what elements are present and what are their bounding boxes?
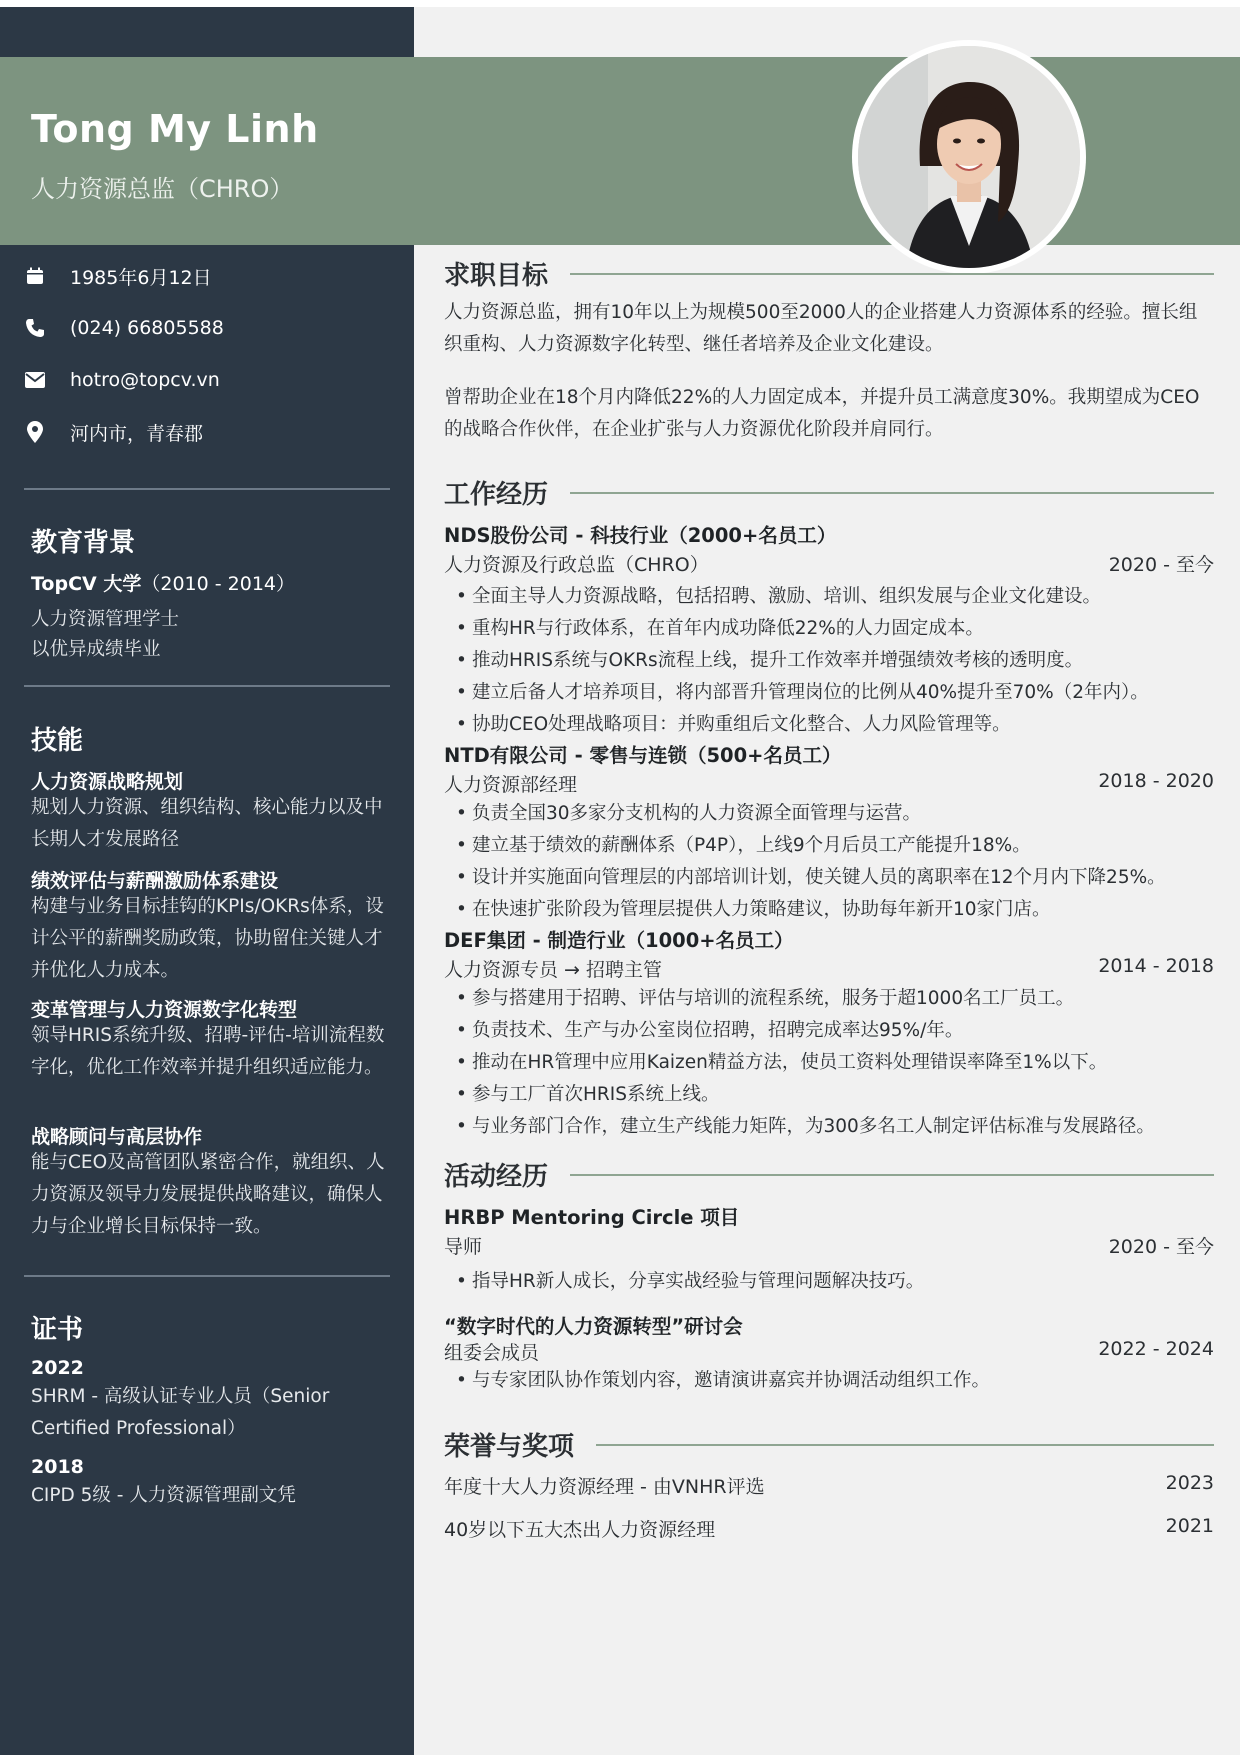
education-school: TopCV 大学 [31,573,142,595]
mail-icon [24,369,46,391]
contact-email [24,365,220,395]
activity-name: HRBP Mentoring Circle 项目 [444,1206,740,1229]
calendar-icon [24,265,46,287]
job-role-row [444,550,1214,577]
section-rule [570,492,1214,494]
job-bullets [456,983,1216,1143]
section-rule [570,273,1214,275]
address-text: 河内市，青春郡 [70,422,204,445]
award-year: 2021 [1165,1515,1214,1537]
sidebar-divider [24,1275,390,1277]
job-company: NTD有限公司 - 零售与连锁（500+名员工） [444,744,842,767]
job-role: 人力资源专员 → 招聘主管 [444,959,662,981]
job-bullet: • 参与工厂首次HRIS系统上线。 [456,1079,1216,1111]
job-bullet: • 推动在HR管理中应用Kaizen精益方法，使员工资料处理错误率降至1%以下。 [456,1047,1216,1079]
phone-icon [24,317,46,339]
skill-desc: 构建与业务目标挂钩的KPIs/OKRs体系，设计公平的薪酬奖励政策，协助留住关键人才并优化人力成本。 [31,896,384,981]
contact-birthday [24,261,212,291]
job-role: 人力资源部经理 [444,774,578,796]
job-bullet: • 负责技术、生产与办公室岗位招聘，招聘完成率达95%/年。 [456,1015,1216,1047]
award-name: 年度十大人力资源经理 - 由VNHR评选 [444,1476,765,1498]
contact-phone [24,313,224,343]
award-name: 40岁以下五大杰出人力资源经理 [444,1519,716,1541]
awards-section-header [444,1426,1214,1463]
activity-role: 组委会成员 [444,1342,540,1364]
education-school-line [31,569,295,596]
award-row [444,1515,1214,1542]
skill-desc: 能与CEO及高管团队紧密合作，就组织、人力资源及领导力发展提供战略建议，确保人力与企业增长目标保持一致。 [31,1152,385,1237]
job-company: DEF集团 - 制造行业（1000+名员工） [444,929,794,952]
skill-title: 变革管理与人力资源数字化转型 [31,999,298,1021]
experience-heading: 工作经历 [444,480,549,510]
job-bullets [456,581,1216,741]
sidebar-divider [24,685,390,687]
activity-role: 导师 [444,1236,483,1258]
activity-bullet: • 与专家团队协作策划内容，邀请演讲嘉宾并协调活动组织工作。 [456,1365,1216,1397]
profile-photo [852,40,1086,274]
activity-bullets [456,1266,1216,1298]
job-role: 人力资源及行政总监（CHRO） [444,554,709,576]
person-portrait-icon [858,46,1080,268]
objective-paragraph: 人力资源总监，拥有10年以上为规模500至2000人的企业搭建人力资源体系的经验。擅长组织重构、人力资源数字化转型、继任者培养及企业文化建设。 [444,302,1198,355]
job-bullet: • 重构HR与行政体系，在首年内成功降低22%的人力固定成本。 [456,613,1216,645]
skill-title: 战略顾问与高层协作 [31,1126,203,1148]
location-pin-icon [24,421,46,443]
skill-desc: 领导HRIS系统升级、招聘-评估-培训流程数字化，优化工作效率并提升组织适应能力。 [31,1025,385,1078]
contact-address [24,417,203,447]
certificates-heading: 证书 [31,1315,84,1345]
activity-role-row [444,1338,1214,1365]
job-role-row [444,770,1214,797]
section-rule [596,1444,1214,1446]
job-role-row [444,955,1214,982]
candidate-name: Tong My Linh [31,107,319,151]
awards-heading: 荣誉与奖项 [444,1432,575,1462]
activity-period: 2020 - 至今 [1108,1236,1214,1258]
skills-heading: 技能 [31,726,84,756]
activity-bullets [456,1365,1216,1397]
education-heading: 教育背景 [31,528,136,558]
objective-heading: 求职目标 [444,261,549,291]
education-honor: 以优异成绩毕业 [31,639,161,660]
activity-bullet: • 指导HR新人成长，分享实战经验与管理问题解决技巧。 [456,1266,1216,1298]
job-bullet: • 与业务部门合作，建立生产线能力矩阵，为300多名工人制定评估标准与发展路径。 [456,1111,1216,1143]
activities-heading: 活动经历 [444,1162,549,1192]
skill-title: 人力资源战略规划 [31,771,184,793]
activity-role-row [444,1232,1214,1259]
resume-page [0,7,1240,1755]
education-degree: 人力资源管理学士 [31,609,180,630]
skill-desc: 规划人力资源、组织结构、核心能力以及中长期人才发展路径 [31,797,383,850]
sidebar-divider [24,488,390,490]
experience-section-header [444,474,1214,511]
phone-text[interactable]: (024) 66805588 [70,317,224,339]
candidate-title: 人力资源总监（CHRO） [31,175,294,203]
email-text[interactable]: hotro@topcv.vn [70,369,220,391]
certificate-year: 2022 [31,1357,84,1379]
award-row [444,1472,1214,1499]
job-bullet: • 建立基于绩效的薪酬体系（P4P），上线9个月后员工产能提升18%。 [456,830,1216,862]
job-company: NDS股份公司 - 科技行业（2000+名员工） [444,524,837,547]
job-period: 2020 - 至今 [1108,554,1214,576]
section-rule [570,1174,1214,1176]
certificate-name: CIPD 5级 - 人力资源管理副文凭 [31,1485,296,1506]
birthday-text: 1985年6月12日 [70,266,212,289]
job-bullet: • 协助CEO处理战略项目：并购重组后文化整合、人力风险管理等。 [456,709,1216,741]
job-bullet: • 建立后备人才培养项目，将内部晋升管理岗位的比例从40%提升至70%（2年内）。 [456,677,1216,709]
activities-section-header [444,1156,1214,1193]
job-bullet: • 负责全国30多家分支机构的人力资源全面管理与运营。 [456,798,1216,830]
objective-section-header [444,255,1214,292]
avatar [858,46,1080,268]
job-period: 2014 - 2018 [1098,955,1214,977]
certificate-year: 2018 [31,1456,84,1478]
job-bullet: • 在快速扩张阶段为管理层提供人力策略建议，协助每年新开10家门店。 [456,894,1216,926]
skill-title: 绩效评估与薪酬激励体系建设 [31,870,279,892]
job-bullet: • 参与搭建用于招聘、评估与培训的流程系统，服务于超1000名工厂员工。 [456,983,1216,1015]
job-bullet: • 全面主导人力资源战略，包括招聘、激励、培训、组织发展与企业文化建设。 [456,581,1216,613]
job-bullets [456,798,1216,926]
award-year: 2023 [1165,1472,1214,1494]
objective-paragraph: 曾帮助企业在18个月内降低22%的人力固定成本，并提升员工满意度30%。我期望成为CEO的战略合作伙伴，在企业扩张与人力资源优化阶段并肩同行。 [444,387,1200,440]
job-bullet: • 推动HRIS系统与OKRs流程上线，提升工作效率并增强绩效考核的透明度。 [456,645,1216,677]
job-bullet: • 设计并实施面向管理层的内部培训计划，使关键人员的离职率在12个月内下降25%。 [456,862,1216,894]
certificate-name: SHRM - 高级认证专业人员（Senior Certified Professional） [31,1386,330,1439]
activity-period: 2022 - 2024 [1098,1338,1214,1360]
activity-name: “数字时代的人力资源转型”研讨会 [444,1315,743,1338]
education-years: （2010 - 2014） [141,573,296,595]
job-period: 2018 - 2020 [1098,770,1214,792]
